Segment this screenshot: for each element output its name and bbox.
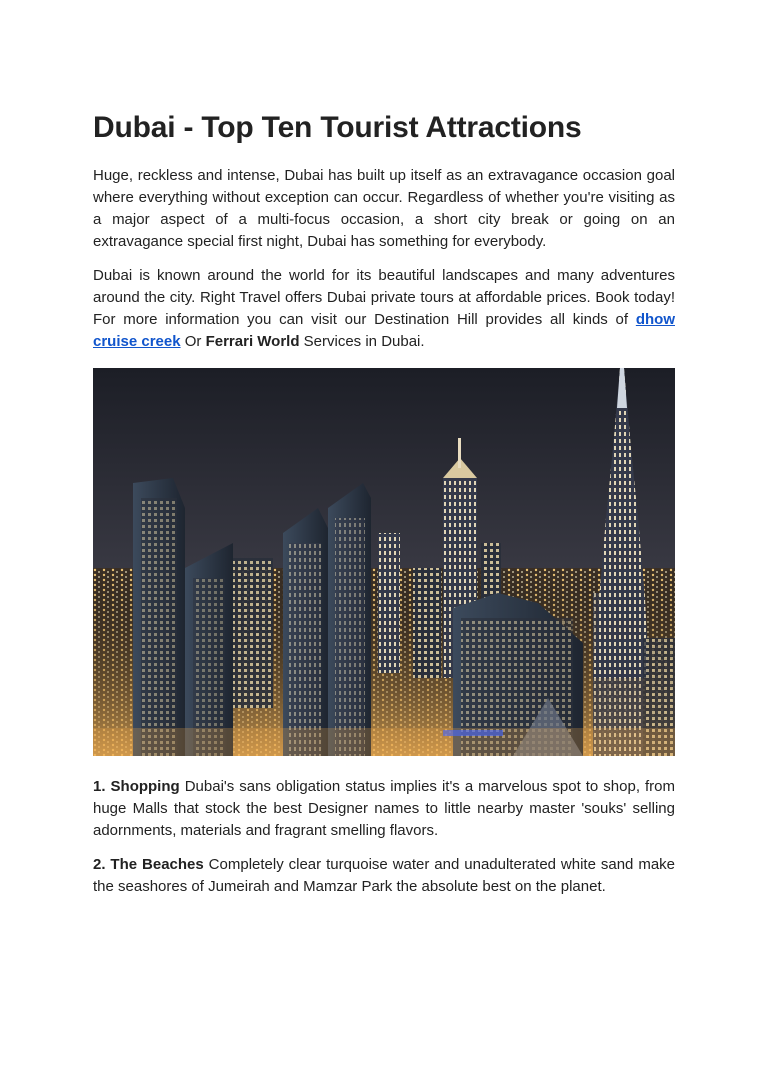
info-paragraph [93, 265, 675, 353]
page-content [93, 108, 675, 910]
dhow-cruise-link[interactable]: dhow cruise creek [93, 311, 675, 350]
info-text: Dubai is known around the world for its beautiful landscapes and many adventures around the city. Right Travel offers Dubai private tours at affordable prices. Book today! For more information you can visit our Destination Hill provides all kinds of [93, 267, 675, 328]
attraction-item [93, 854, 675, 898]
attraction-heading: 1. Shopping [93, 778, 180, 795]
attraction-text: Dubai's sans obligation status implies it's a marvelous spot to shop, from huge Malls that stock the best Designer names to little nearby master 'souks' selling adornments, materials and fragrant smelling flavors. [93, 778, 676, 839]
attraction-item [93, 776, 675, 842]
intro-paragraph: Huge, reckless and intense, Dubai has built up itself as an extravagance occasion goal where everything without exception can occur. Regardless of whether you're visiting as a major aspect of a multi-focus occasion, a short city break or going on an extravagance special first night, Dubai has something for everybody. [93, 167, 675, 250]
dubai-skyline-photo [93, 368, 675, 756]
info-end: Services in Dubai. [299, 333, 425, 350]
page-title: Dubai - Top Ten Tourist Attractions [93, 111, 582, 144]
info-connector: Or [180, 333, 206, 350]
attraction-heading: 2. The Beaches [93, 856, 204, 873]
ferrari-world-label: Ferrari World [205, 333, 300, 350]
attraction-text: Completely clear turquoise water and unadulterated white sand make the seashores of Jumeirah and Mamzar Park the absolute best on the planet. [93, 856, 676, 895]
